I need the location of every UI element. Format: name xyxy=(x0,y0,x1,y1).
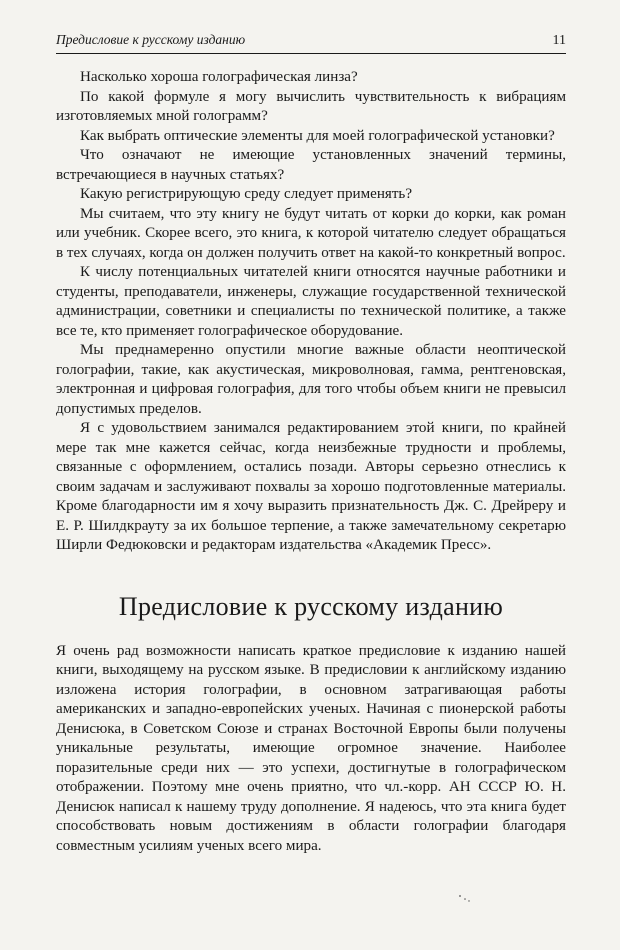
question-5: Какую регистрирующую среду следует применять? xyxy=(80,186,413,202)
page-number: 11 xyxy=(552,33,566,48)
page xyxy=(56,32,566,856)
question-2: По какой формуле я могу вычислить чувствительность к вибрациям изготовляемых мной голограмм? xyxy=(56,88,566,124)
russian-preface-paragraph: Я очень рад возможности написать краткое предисловие к изданию нашей книги, выходящему на русском языке. В предисловии к английскому изданию изложена история голографии, в основном затрагивающая работы американских и западно-европейских ученых. Начиная с пионерской работы Денисюка, в Советском Союзе и странах Восточной Европы были получены уникальные результаты, имеющие огромное значение. Наиболее поразительные среди них — это успехи, достигнутые в голографическом отображении. Поэтому мне очень приятно, что чл.-корр. АН СССР Ю. Н. Денисюк написал к нашему труду дополнение. Я надеюсь, что эта книга будет способствовать новым достижениям в области голографии благодаря совместным усилиям ученых всего мира. xyxy=(56,642,566,854)
running-header xyxy=(56,32,566,54)
question-1: Насколько хороша голографическая линза? xyxy=(80,69,358,85)
print-speck-mark xyxy=(457,893,473,903)
running-title: Предисловие к русскому изданию xyxy=(56,32,246,47)
paragraph-purpose: Мы считаем, что эту книгу не будут читать от корки до корки, как роман или учебник. Скорее всего, это книга, к которой читателю следует обращаться в тех случаях, когда он должен получить ответ на какой-то конкретный вопрос. xyxy=(56,205,566,261)
russian-preface-text xyxy=(56,642,566,857)
question-4: Что означают не имеющие установленных значений термины, встречающиеся в научных статьях? xyxy=(56,147,566,183)
section-title: Предисловие к русскому изданию xyxy=(118,591,504,621)
paragraph-acknowledgements: Я с удовольствием занимался редактированием этой книги, по крайней мере так мне кажется сейчас, когда неизбежные трудности и проблемы, связанные с оформлением, остались позади. Авторы серьезно отнеслись к своим задачам и заслуживают похвалы за хорошо подготовленные материалы. Кроме благодарности им я хочу выразить признательность Дж. С. Дрейреру и Е. Р. Шилдкрауту за их большое терпение, а также замечательному секретарю Ширли Федюковски и редакторам издательства «Академик Пресс». xyxy=(56,420,566,553)
question-3: Как выбрать оптические элементы для моей голографической установки? xyxy=(80,127,555,144)
paragraph-omissions: Мы преднамеренно опустили многие важные области неоптической голографии, такие, как акустическая, микроволновая, гамма, рентгеновская, электронная и цифровая голография, для того чтобы объем книги не превысил допустимых пределов. xyxy=(56,342,566,417)
main-text xyxy=(56,68,566,556)
paragraph-readers: К числу потенциальных читателей книги относятся научные работники и студенты, преподаватели, инженеры, служащие государственной технической администрации, советники и специалисты по технической политике, а также все те, кто применяет голографическое оборудование. xyxy=(56,264,566,339)
